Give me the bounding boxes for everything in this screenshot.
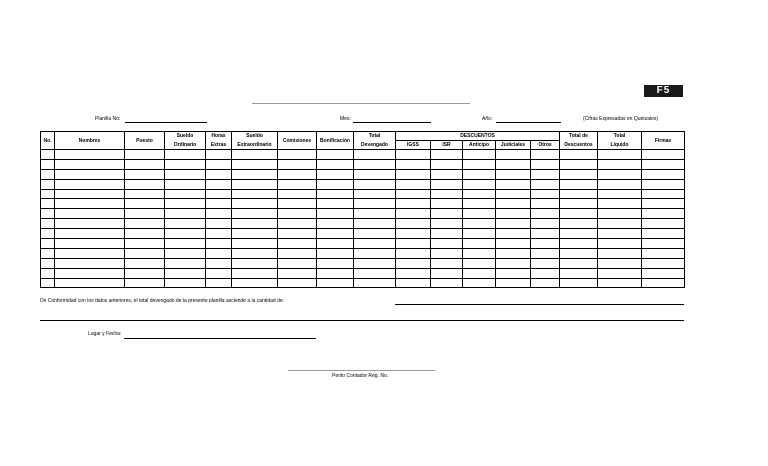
table-cell[interactable]: [165, 258, 206, 268]
table-cell[interactable]: [531, 150, 560, 160]
table-cell[interactable]: [125, 150, 165, 160]
table-cell[interactable]: [496, 248, 531, 258]
table-cell[interactable]: [354, 209, 396, 219]
table-cell[interactable]: [41, 159, 55, 169]
table-cell[interactable]: [278, 169, 317, 179]
table-cell[interactable]: [55, 219, 125, 229]
col-total-devengado-1: Total: [354, 132, 396, 141]
perito-label: Perito Contador Reg. No.: [332, 373, 389, 379]
col-sueldo-extra-1: Sueldo: [232, 132, 278, 141]
table-cell[interactable]: [55, 189, 125, 199]
table-cell[interactable]: [531, 159, 560, 169]
table-cell[interactable]: [396, 169, 431, 179]
table-cell[interactable]: [431, 258, 463, 268]
table-cell[interactable]: [560, 229, 598, 239]
table-cell[interactable]: [354, 239, 396, 249]
table-cell[interactable]: [642, 150, 685, 160]
table-cell[interactable]: [463, 258, 496, 268]
lugar-fecha-field[interactable]: [124, 338, 316, 339]
table-cell[interactable]: [560, 150, 598, 160]
table-cell[interactable]: [41, 199, 55, 209]
col-no: No.: [41, 132, 55, 150]
table-cell[interactable]: [560, 219, 598, 229]
table-cell[interactable]: [531, 258, 560, 268]
table-cell[interactable]: [317, 219, 354, 229]
table-row: [41, 258, 685, 268]
table-cell[interactable]: [278, 229, 317, 239]
table-cell[interactable]: [206, 239, 232, 249]
table-cell[interactable]: [560, 169, 598, 179]
col-comisiones: Comisiones: [278, 132, 317, 150]
col-total-liquido-1: Total: [598, 132, 642, 141]
table-cell[interactable]: [463, 179, 496, 189]
table-row: [41, 179, 685, 189]
table-cell[interactable]: [598, 189, 642, 199]
planilla-field[interactable]: [125, 122, 207, 123]
table-cell[interactable]: [232, 278, 278, 288]
table-row: [41, 209, 685, 219]
table-cell[interactable]: [396, 258, 431, 268]
table-cell[interactable]: [560, 278, 598, 288]
table-cell[interactable]: [55, 199, 125, 209]
table-cell[interactable]: [165, 239, 206, 249]
table-cell[interactable]: [278, 258, 317, 268]
currency-note: (Cifras Expresadas en Quetzales): [583, 116, 659, 122]
table-cell[interactable]: [463, 209, 496, 219]
table-cell[interactable]: [165, 229, 206, 239]
table-cell[interactable]: [317, 189, 354, 199]
table-cell[interactable]: [206, 229, 232, 239]
table-cell[interactable]: [463, 150, 496, 160]
anio-field[interactable]: [496, 122, 561, 123]
table-cell[interactable]: [41, 229, 55, 239]
table-cell[interactable]: [278, 209, 317, 219]
table-cell[interactable]: [41, 179, 55, 189]
table-cell[interactable]: [125, 159, 165, 169]
table-cell[interactable]: [354, 219, 396, 229]
table-cell[interactable]: [354, 169, 396, 179]
form-code-badge: F5: [644, 85, 683, 97]
table-cell[interactable]: [531, 199, 560, 209]
table-cell[interactable]: [496, 239, 531, 249]
anio-label: Año:: [482, 116, 493, 122]
conformidad-text: De Conformidad con los datos anteriores, el total devengado de la presente planilla asciende a la cantidad de:: [40, 298, 285, 304]
table-cell[interactable]: [431, 159, 463, 169]
table-cell[interactable]: [463, 219, 496, 229]
col-sueldo-ordinario-1: Sueldo: [165, 132, 206, 141]
table-cell[interactable]: [354, 150, 396, 160]
table-cell[interactable]: [396, 209, 431, 219]
table-cell[interactable]: [463, 189, 496, 199]
table-cell[interactable]: [560, 258, 598, 268]
table-cell[interactable]: [463, 248, 496, 258]
col-otros: Otros: [531, 141, 560, 150]
table-cell[interactable]: [278, 248, 317, 258]
table-cell[interactable]: [531, 169, 560, 179]
table-cell[interactable]: [206, 258, 232, 268]
col-judiciales: Judiciales: [496, 141, 531, 150]
table-cell[interactable]: [396, 278, 431, 288]
table-cell[interactable]: [55, 278, 125, 288]
table-cell[interactable]: [317, 239, 354, 249]
table-cell[interactable]: [642, 199, 685, 209]
payroll-table: [40, 131, 685, 288]
table-cell[interactable]: [165, 169, 206, 179]
table-cell[interactable]: [431, 219, 463, 229]
table-row: [41, 229, 685, 239]
table-cell[interactable]: [232, 248, 278, 258]
table-cell[interactable]: [431, 150, 463, 160]
table-cell[interactable]: [206, 150, 232, 160]
table-cell[interactable]: [642, 268, 685, 278]
table-cell[interactable]: [531, 239, 560, 249]
table-cell[interactable]: [125, 219, 165, 229]
col-total-devengado-2: Devengado: [354, 141, 396, 150]
table-cell[interactable]: [642, 159, 685, 169]
table-cell[interactable]: [41, 169, 55, 179]
table-cell[interactable]: [496, 219, 531, 229]
table-cell[interactable]: [598, 199, 642, 209]
table-cell[interactable]: [496, 229, 531, 239]
table-cell[interactable]: [642, 258, 685, 268]
table-cell[interactable]: [317, 199, 354, 209]
col-nombres: Nombres: [55, 132, 125, 150]
table-row: [41, 268, 685, 278]
table-cell[interactable]: [165, 159, 206, 169]
table-cell[interactable]: [165, 209, 206, 219]
table-cell[interactable]: [496, 169, 531, 179]
table-cell[interactable]: [598, 150, 642, 160]
table-cell[interactable]: [55, 159, 125, 169]
table-cell[interactable]: [431, 169, 463, 179]
table-cell[interactable]: [232, 159, 278, 169]
table-cell[interactable]: [232, 239, 278, 249]
table-cell[interactable]: [55, 209, 125, 219]
table-cell[interactable]: [317, 159, 354, 169]
table-cell[interactable]: [560, 159, 598, 169]
table-cell[interactable]: [431, 229, 463, 239]
table-cell[interactable]: [125, 209, 165, 219]
table-cell[interactable]: [165, 179, 206, 189]
table-cell[interactable]: [55, 169, 125, 179]
table-cell[interactable]: [396, 219, 431, 229]
table-cell[interactable]: [165, 268, 206, 278]
table-cell[interactable]: [496, 199, 531, 209]
table-cell[interactable]: [278, 150, 317, 160]
table-cell[interactable]: [560, 209, 598, 219]
table-cell[interactable]: [41, 219, 55, 229]
table-cell[interactable]: [531, 179, 560, 189]
amount-field[interactable]: [395, 304, 684, 305]
table-cell[interactable]: [278, 189, 317, 199]
table-cell[interactable]: [125, 179, 165, 189]
col-descuentos: DESCUENTOS: [396, 132, 560, 141]
table-cell[interactable]: [165, 150, 206, 160]
table-cell[interactable]: [354, 248, 396, 258]
table-cell[interactable]: [41, 248, 55, 258]
table-cell[interactable]: [125, 268, 165, 278]
table-cell[interactable]: [206, 248, 232, 258]
table-cell[interactable]: [531, 209, 560, 219]
table-cell[interactable]: [206, 179, 232, 189]
table-row: [41, 150, 685, 160]
table-cell[interactable]: [396, 229, 431, 239]
table-cell[interactable]: [431, 248, 463, 258]
table-cell[interactable]: [396, 239, 431, 249]
table-cell[interactable]: [55, 150, 125, 160]
table-row: [41, 189, 685, 199]
table-cell[interactable]: [463, 159, 496, 169]
table-cell[interactable]: [496, 150, 531, 160]
amount-words-line[interactable]: [40, 320, 684, 321]
table-cell[interactable]: [55, 258, 125, 268]
table-cell[interactable]: [642, 169, 685, 179]
table-cell[interactable]: [232, 189, 278, 199]
table-cell[interactable]: [431, 239, 463, 249]
table-cell[interactable]: [41, 209, 55, 219]
table-cell[interactable]: [125, 248, 165, 258]
table-cell[interactable]: [41, 268, 55, 278]
table-cell[interactable]: [125, 199, 165, 209]
table-cell[interactable]: [165, 278, 206, 288]
table-cell[interactable]: [496, 278, 531, 288]
table-cell[interactable]: [642, 248, 685, 258]
col-total-liquido-2: Líquido: [598, 141, 642, 150]
table-body: [41, 150, 685, 288]
table-cell[interactable]: [642, 209, 685, 219]
table-cell[interactable]: [125, 169, 165, 179]
table-cell[interactable]: [598, 248, 642, 258]
table-cell[interactable]: [496, 209, 531, 219]
table-cell[interactable]: [531, 248, 560, 258]
col-total-descuentos-1: Total de: [560, 132, 598, 141]
table-cell[interactable]: [396, 150, 431, 160]
table-cell[interactable]: [278, 199, 317, 209]
mes-label: Mes:: [340, 116, 351, 122]
table-cell[interactable]: [598, 159, 642, 169]
table-cell[interactable]: [431, 189, 463, 199]
mes-field[interactable]: [353, 122, 431, 123]
table-cell[interactable]: [165, 189, 206, 199]
table-cell[interactable]: [396, 199, 431, 209]
table-cell[interactable]: [55, 268, 125, 278]
table-cell[interactable]: [463, 239, 496, 249]
table-cell[interactable]: [354, 199, 396, 209]
table-cell[interactable]: [431, 199, 463, 209]
table-cell[interactable]: [41, 150, 55, 160]
table-cell[interactable]: [317, 248, 354, 258]
table-cell[interactable]: [642, 278, 685, 288]
table-cell[interactable]: [206, 199, 232, 209]
table-cell[interactable]: [642, 229, 685, 239]
table-cell[interactable]: [642, 219, 685, 229]
table-cell[interactable]: [396, 189, 431, 199]
col-isr: ISR: [431, 141, 463, 150]
table-cell[interactable]: [55, 229, 125, 239]
table-cell[interactable]: [55, 179, 125, 189]
table-cell[interactable]: [598, 179, 642, 189]
table-cell[interactable]: [317, 278, 354, 288]
col-bonificacion: Bonificación: [317, 132, 354, 150]
table-cell[interactable]: [560, 179, 598, 189]
col-igss: IGSS: [396, 141, 431, 150]
table-cell[interactable]: [463, 268, 496, 278]
table-cell[interactable]: [232, 229, 278, 239]
table-cell[interactable]: [125, 239, 165, 249]
table-cell[interactable]: [317, 268, 354, 278]
table-cell[interactable]: [232, 209, 278, 219]
table-cell[interactable]: [232, 199, 278, 209]
table-cell[interactable]: [354, 268, 396, 278]
table-cell[interactable]: [354, 258, 396, 268]
table-cell[interactable]: [431, 179, 463, 189]
table-row: [41, 159, 685, 169]
table-cell[interactable]: [642, 239, 685, 249]
table-cell[interactable]: [560, 239, 598, 249]
table-cell[interactable]: [41, 278, 55, 288]
table-cell[interactable]: [463, 169, 496, 179]
table-cell[interactable]: [531, 278, 560, 288]
table-cell[interactable]: [165, 248, 206, 258]
table-cell[interactable]: [206, 268, 232, 278]
table-cell[interactable]: [354, 159, 396, 169]
col-firmas: Firmas: [642, 132, 685, 150]
table-cell[interactable]: [463, 199, 496, 209]
table-cell[interactable]: [55, 239, 125, 249]
table-cell[interactable]: [206, 219, 232, 229]
table-cell[interactable]: [496, 268, 531, 278]
table-cell[interactable]: [278, 159, 317, 169]
table-cell[interactable]: [560, 248, 598, 258]
table-row: [41, 239, 685, 249]
table-cell[interactable]: [496, 179, 531, 189]
col-horas-1: Horas: [206, 132, 232, 141]
table-cell[interactable]: [598, 229, 642, 239]
col-puesto: Puesto: [125, 132, 165, 150]
table-cell[interactable]: [354, 229, 396, 239]
table-cell[interactable]: [278, 219, 317, 229]
table-cell[interactable]: [598, 169, 642, 179]
table-row: [41, 248, 685, 258]
table-cell[interactable]: [531, 229, 560, 239]
table-cell[interactable]: [396, 268, 431, 278]
table-cell[interactable]: [642, 179, 685, 189]
table-cell[interactable]: [232, 258, 278, 268]
table-cell[interactable]: [354, 179, 396, 189]
table-cell[interactable]: [598, 268, 642, 278]
table-cell[interactable]: [431, 209, 463, 219]
table-cell[interactable]: [496, 159, 531, 169]
table-row: [41, 219, 685, 229]
table-cell[interactable]: [206, 159, 232, 169]
table-cell[interactable]: [463, 229, 496, 239]
table-cell[interactable]: [598, 209, 642, 219]
table-cell[interactable]: [396, 248, 431, 258]
table-cell[interactable]: [41, 239, 55, 249]
table-cell[interactable]: [431, 278, 463, 288]
table-cell[interactable]: [496, 258, 531, 268]
col-horas-2: Extras: [206, 141, 232, 150]
table-cell[interactable]: [354, 278, 396, 288]
table-cell[interactable]: [55, 248, 125, 258]
table-cell[interactable]: [531, 268, 560, 278]
table-cell[interactable]: [598, 258, 642, 268]
table-cell[interactable]: [531, 189, 560, 199]
table-cell[interactable]: [232, 219, 278, 229]
table-cell[interactable]: [165, 199, 206, 209]
table-cell[interactable]: [232, 150, 278, 160]
table-cell[interactable]: [560, 268, 598, 278]
table-cell[interactable]: [317, 258, 354, 268]
table-cell[interactable]: [232, 169, 278, 179]
table-cell[interactable]: [125, 229, 165, 239]
planilla-label: Planilla No:: [95, 116, 121, 122]
table-cell[interactable]: [125, 278, 165, 288]
table-cell[interactable]: [125, 258, 165, 268]
table-cell[interactable]: [598, 239, 642, 249]
table-cell[interactable]: [278, 278, 317, 288]
table-cell[interactable]: [598, 278, 642, 288]
table-cell[interactable]: [41, 258, 55, 268]
table-cell[interactable]: [317, 229, 354, 239]
table-cell[interactable]: [232, 179, 278, 189]
col-sueldo-ordinario-2: Ordinario: [165, 141, 206, 150]
table-cell[interactable]: [560, 189, 598, 199]
table-cell[interactable]: [396, 179, 431, 189]
table-cell[interactable]: [165, 219, 206, 229]
table-cell[interactable]: [560, 199, 598, 209]
table-cell[interactable]: [598, 219, 642, 229]
table-cell[interactable]: [278, 179, 317, 189]
table-cell[interactable]: [232, 268, 278, 278]
table-cell[interactable]: [206, 169, 232, 179]
lugar-fecha-label: Lugar y Fecha:: [88, 331, 122, 337]
title-line: [252, 103, 470, 104]
table-cell[interactable]: [496, 189, 531, 199]
table-cell[interactable]: [642, 189, 685, 199]
table-row: [41, 169, 685, 179]
table-cell[interactable]: [317, 209, 354, 219]
table-cell[interactable]: [463, 278, 496, 288]
table-cell[interactable]: [206, 209, 232, 219]
table-cell[interactable]: [317, 169, 354, 179]
table-cell[interactable]: [41, 189, 55, 199]
signature-line[interactable]: [288, 370, 435, 371]
table-row: [41, 278, 685, 288]
table-cell[interactable]: [278, 239, 317, 249]
table-cell[interactable]: [317, 179, 354, 189]
col-sueldo-extra-2: Extraordinario: [232, 141, 278, 150]
table-cell[interactable]: [396, 159, 431, 169]
table-row: [41, 199, 685, 209]
table-cell[interactable]: [125, 189, 165, 199]
col-anticipo: Anticipo: [463, 141, 496, 150]
table-cell[interactable]: [206, 189, 232, 199]
table-cell[interactable]: [531, 219, 560, 229]
table-cell[interactable]: [431, 268, 463, 278]
table-cell[interactable]: [278, 268, 317, 278]
col-total-descuentos-2: Descuentos: [560, 141, 598, 150]
table-cell[interactable]: [354, 189, 396, 199]
table-cell[interactable]: [317, 150, 354, 160]
table-cell[interactable]: [206, 278, 232, 288]
